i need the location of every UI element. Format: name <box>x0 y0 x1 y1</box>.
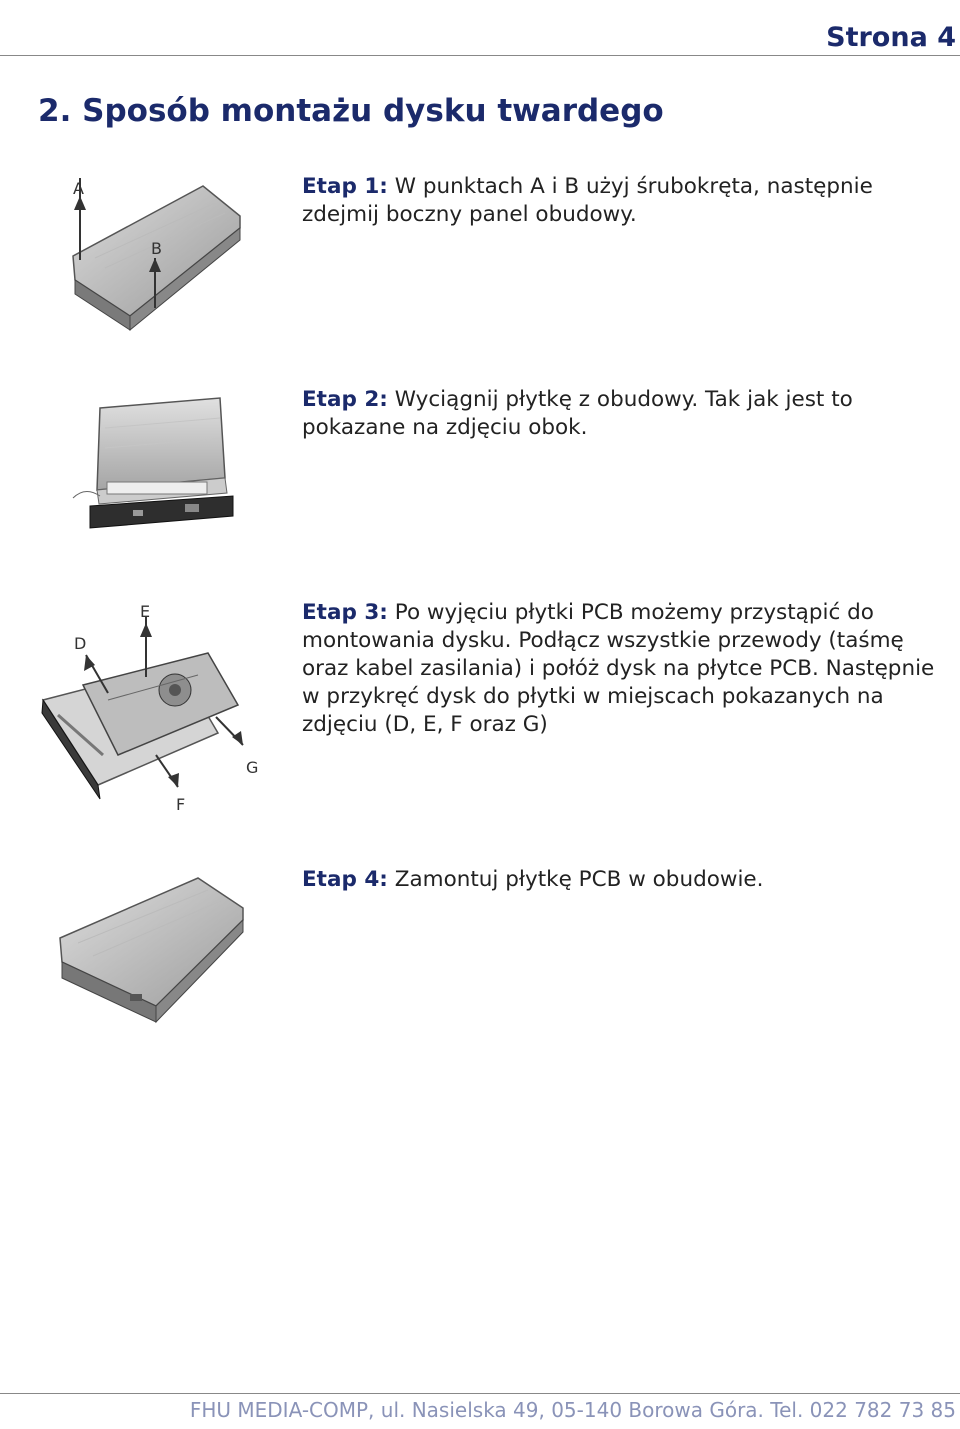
step-4-text: Zamontuj płytkę PCB w obudowie. <box>394 867 764 892</box>
step3-disk-mounting-illustration <box>38 605 273 820</box>
step1-enclosure-illustration <box>35 168 250 348</box>
step-1 <box>302 173 942 229</box>
figure-label-g: G <box>246 758 259 777</box>
step4-assembled-enclosure-illustration <box>38 868 253 1038</box>
step-2 <box>302 386 942 442</box>
step-1-text: W punktach A i B użyj śrubokręta, następnie zdejmij boczny panel obudowy. <box>302 174 873 227</box>
step-4-label: Etap 4: <box>302 867 388 892</box>
step-3 <box>302 599 942 739</box>
figure-label-a: A <box>73 179 84 198</box>
footer-divider <box>0 1393 960 1394</box>
step-1-label: Etap 1: <box>302 174 388 199</box>
step-4 <box>302 866 942 894</box>
figure-label-f: F <box>176 795 186 814</box>
step-3-text: Po wyjęciu płytki PCB możemy przystąpić do montowania dysku. Podłącz wszystkie przewody (taśmę oraz kabel zasilania) i połóż dysk na płytce PCB. Następnie w przykręć dysk do płytki w miejscach pokazanych na zdjęciu (D, E, F oraz G) <box>302 600 935 737</box>
figure-label-e: E <box>140 605 151 621</box>
step-3-label: Etap 3: <box>302 600 388 625</box>
page-number-label: Strona 4 <box>826 22 956 53</box>
step-2-text: Wyciągnij płytkę z obudowy. Tak jak jest to pokazane na zdjęciu obok. <box>302 387 853 440</box>
figure-label-d: D <box>74 634 87 653</box>
step-2-label: Etap 2: <box>302 387 388 412</box>
header-divider <box>0 55 960 56</box>
step2-pcb-removal-illustration <box>55 378 240 548</box>
section-title: 2. Sposób montażu dysku twardego <box>38 93 664 129</box>
footer-contact: FHU MEDIA-COMP, ul. Nasielska 49, 05-140 Borowa Góra. Tel. 022 782 73 85 <box>189 1398 956 1422</box>
figure-label-b: B <box>151 239 162 258</box>
